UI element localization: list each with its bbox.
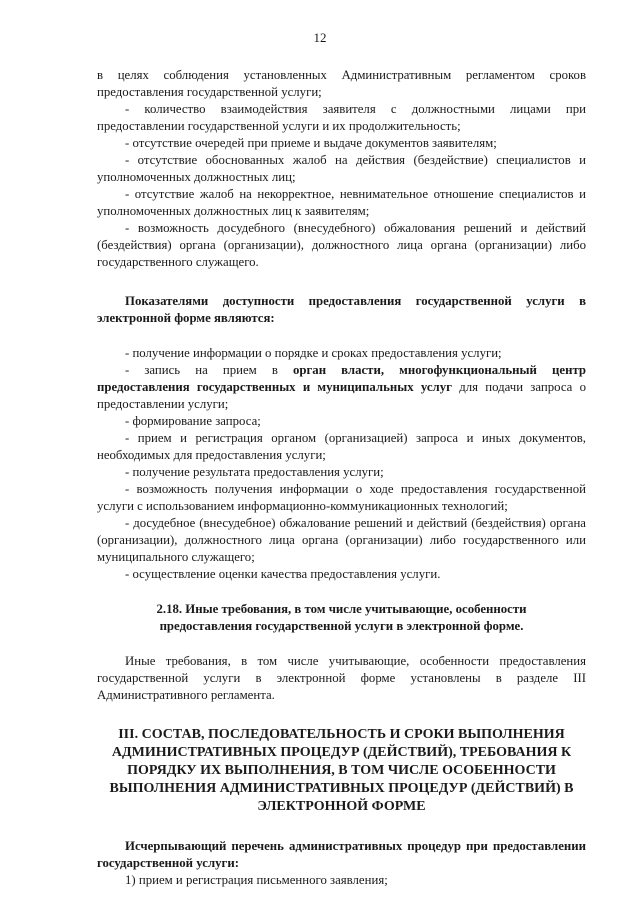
section-218-text: Иные требования, в том числе учитывающие, особенности предоставления государственной услуги в электронной форме установлены в разделе III Административного регламента. — [97, 654, 586, 702]
list-item: - досудебное (внесудебное) обжалование решений и действий (бездействия) органа (организации), должностного лица органа (организации) либо государственного или муниципального служащего; — [97, 516, 586, 564]
section-218-heading: 2.18. Иные требования, в том числе учитывающие, особенности предоставления государственной услуги в электронной форме. — [156, 602, 527, 633]
list-item: - получение информации о порядке и сроках предоставления услуги; — [125, 346, 502, 360]
paragraph: - отсутствие очередей при приеме и выдаче документов заявителям; — [125, 136, 497, 150]
list-item: - прием и регистрация органом (организацией) запроса и иных документов, необходимых для предоставления услуги; — [97, 431, 586, 462]
list-item: 1) прием и регистрация письменного заявления; — [125, 873, 388, 887]
paragraph: - отсутствие обоснованных жалоб на действия (бездействие) специалистов и уполномоченных должностных лиц; — [97, 153, 586, 184]
list-item: - формирование запроса; — [125, 414, 261, 428]
paragraph: в целях соблюдения установленных Административным регламентом сроков предоставления государственной услуги; — [97, 68, 586, 99]
page-number: 12 — [313, 30, 327, 45]
document-body — [97, 67, 586, 889]
list-item: - возможность получения информации о ходе предоставления государственной услуги с использованием информационно-коммуникационных технологий; — [97, 482, 586, 513]
list-item: - получение результата предоставления услуги; — [125, 465, 384, 479]
paragraph: - возможность досудебного (внесудебного) обжалования решений и действий (бездействия) органа (организации), должностного лица органа (организации) либо государственного служащего. — [97, 221, 586, 269]
procedures-heading: Исчерпывающий перечень административных процедур при предоставлении государственной услуги: — [97, 839, 586, 870]
list-item: - запись на прием в орган власти, многофункциональный центр предоставления государственных и муниципальных услуг для подачи запроса о предоставлении услуги; — [97, 363, 586, 411]
access-heading: Показателями доступности предоставления государственной услуги в электронной форме являются: — [97, 294, 586, 325]
list-item: - осуществление оценки качества предоставления услуги. — [125, 567, 441, 581]
paragraph: - количество взаимодействия заявителя с должностными лицами при предоставлении государственной услуги и их продолжительность; — [97, 102, 586, 133]
paragraph: - отсутствие жалоб на некорректное, невнимательное отношение специалистов и уполномоченных должностных лиц к заявителям; — [97, 187, 586, 218]
section-3-heading: III. СОСТАВ, ПОСЛЕДОВАТЕЛЬНОСТЬ И СРОКИ ВЫПОЛНЕНИЯ АДМИНИСТРАТИВНЫХ ПРОЦЕДУР (ДЕЙСТВИЙ), ТРЕБОВАНИЯ К ПОРЯДКУ ИХ ВЫПОЛНЕНИЯ, В ТОМ ЧИСЛЕ ОСОБЕННОСТИ ВЫПОЛНЕНИЯ АДМИНИСТРАТИВНЫХ ПРОЦЕДУР (ДЕЙСТВИЙ) В ЭЛЕКТРОННОЙ ФОРМЕ — [109, 727, 574, 814]
